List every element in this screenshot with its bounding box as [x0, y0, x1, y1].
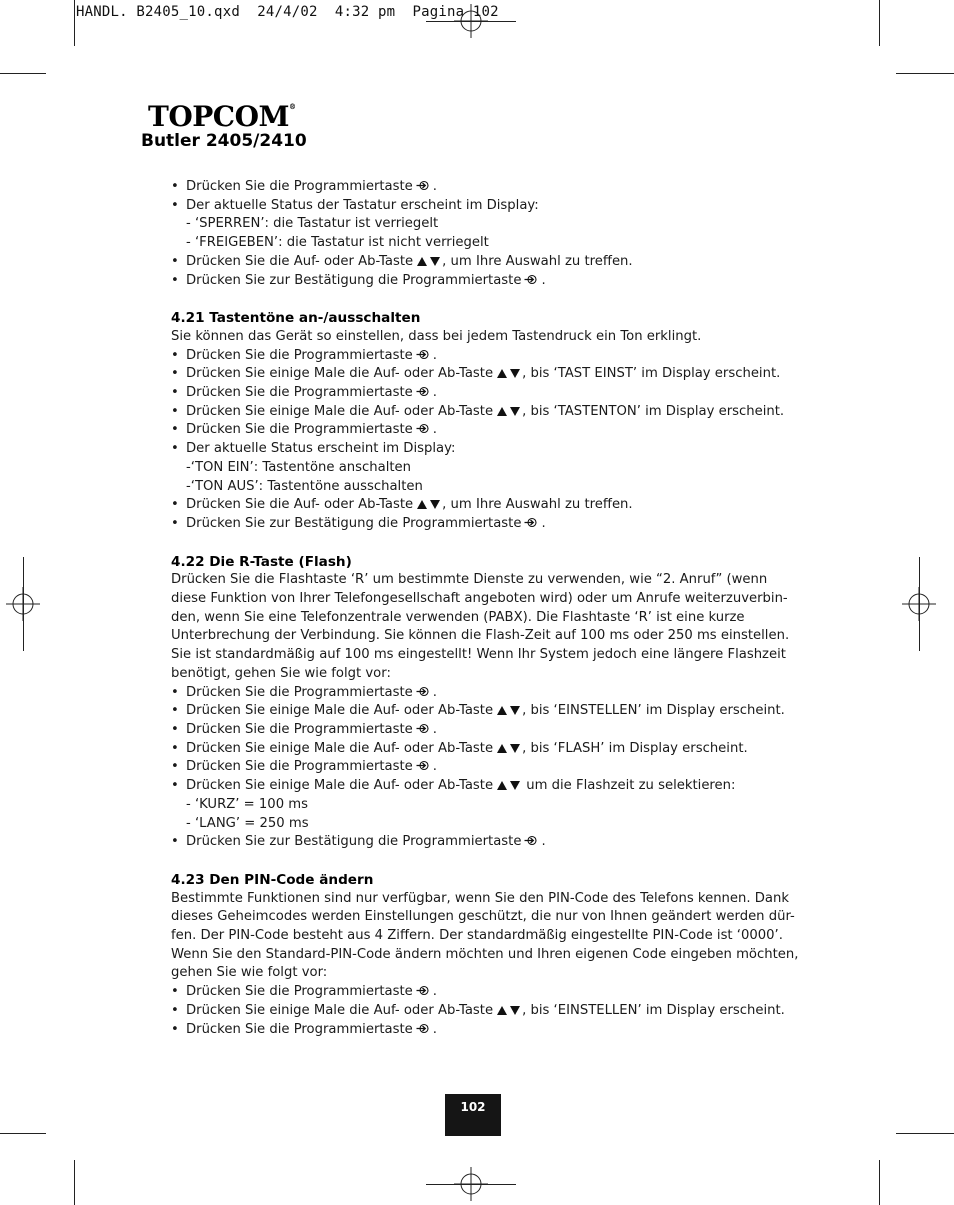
item-text: Drücken Sie die Auf- oder Ab-Taste [186, 497, 414, 513]
crop-mark [896, 1133, 954, 1134]
list-item [171, 702, 791, 721]
item-text: Drücken Sie die Programmiertaste [186, 385, 413, 401]
sub-item [171, 459, 791, 478]
prog-icon [413, 759, 433, 774]
item-suffix: , bis ‘FLASH’ im Display erscheint. [522, 740, 748, 756]
crop-mark [426, 21, 516, 22]
item-suffix: , bis ‘TAST EINST’ im Display erscheint. [522, 366, 781, 382]
paragraph-line: diese Funktion von Ihrer Telefongesellschaft angeboten wird) oder um Anrufe weiterzuverbin- [171, 591, 788, 607]
paragraph-line: Sie ist standardmäßig auf 100 ms eingestellt! Wenn Ihr System jedoch eine längere Flashzeit [171, 647, 786, 663]
paragraph-line: den, wenn Sie eine Telefonzentrale verwenden (PABX). Die Flashtaste ‘R’ ist eine kurze [171, 609, 745, 625]
item-text: Drücken Sie die Programmiertaste [186, 347, 413, 363]
item-text: Drücken Sie die Programmiertaste [186, 721, 413, 737]
section-heading: 4.22 Die R-Taste (Flash) [171, 553, 352, 570]
list-item [171, 440, 791, 459]
item-text: Drücken Sie einige Male die Auf- oder Ab-Taste [186, 778, 494, 794]
list-item [171, 421, 791, 440]
item-text: - ‘SPERREN’: die Tastatur ist verriegelt [186, 216, 439, 232]
list-item [171, 777, 791, 796]
list-item [171, 384, 791, 403]
steps-list [171, 983, 791, 1039]
sub-item [171, 215, 791, 234]
updown-icon [493, 1003, 522, 1018]
crop-mark [23, 557, 24, 651]
item-suffix: . [432, 1021, 437, 1037]
paragraph-line: Drücken Sie die Flashtaste ‘R’ um bestimmte Dienste zu verwenden, wie “2. Anruf” (wenn [171, 572, 768, 588]
paragraph-line: benötigt, gehen Sie wie folgt vor: [171, 665, 391, 681]
prog-icon [413, 422, 433, 437]
item-text: - ‘FREIGEBEN’: die Tastatur ist nicht verriegelt [186, 235, 489, 251]
updown-icon [413, 254, 442, 269]
section-heading: 4.21 Tastentöne an-/ausschalten [171, 310, 421, 327]
item-text: Drücken Sie einige Male die Auf- oder Ab-Taste [186, 1002, 494, 1018]
crop-mark [879, 1160, 880, 1205]
list-item [171, 197, 791, 216]
item-suffix: . [432, 385, 437, 401]
prog-icon [521, 273, 541, 288]
updown-icon [493, 366, 522, 381]
sub-item [171, 234, 791, 253]
crop-mark [879, 0, 880, 46]
item-text: Drücken Sie die Programmiertaste [186, 759, 413, 775]
prog-icon [521, 834, 541, 849]
item-text: Drücken Sie die Auf- oder Ab-Taste [186, 253, 414, 269]
sub-item [171, 796, 791, 815]
updown-icon [413, 497, 442, 512]
item-text: Drücken Sie die Programmiertaste [186, 422, 413, 438]
item-suffix: , um Ihre Auswahl zu treffen. [442, 253, 633, 269]
model-title: Butler 2405/2410 [141, 131, 307, 151]
updown-icon [493, 404, 522, 419]
item-text: Drücken Sie zur Bestätigung die Programmiertaste [186, 834, 522, 850]
item-text: Drücken Sie die Programmiertaste [186, 1021, 413, 1037]
item-suffix: . [432, 759, 437, 775]
crop-mark [0, 1133, 46, 1134]
item-text: - ‘LANG’ = 250 ms [186, 815, 309, 831]
prog-icon [413, 179, 433, 194]
list-item [171, 178, 791, 197]
updown-icon [493, 741, 522, 756]
item-text: Der aktuelle Status der Tastatur erscheint im Display: [186, 197, 539, 213]
prog-icon [413, 1022, 433, 1037]
item-text: Drücken Sie einige Male die Auf- oder Ab-Taste [186, 366, 494, 382]
list-item [171, 365, 791, 384]
steps-list [171, 684, 791, 852]
sub-item [171, 478, 791, 497]
item-suffix: , bis ‘TASTENTON’ im Display erscheint. [522, 403, 785, 419]
prog-icon [413, 385, 433, 400]
item-text: Drücken Sie zur Bestätigung die Programmiertaste [186, 515, 522, 531]
list-item [171, 740, 791, 759]
updown-icon [493, 778, 522, 793]
section-paragraph: Sie können das Gerät so einstellen, dass bei jedem Tastendruck ein Ton erklingt. [171, 328, 702, 344]
item-suffix: . [432, 422, 437, 438]
paragraph-line: Bestimmte Funktionen sind nur verfügbar, wenn Sie den PIN-Code des Telefons kennen. Dank [171, 890, 789, 906]
crop-mark [919, 557, 920, 651]
item-suffix: . [432, 984, 437, 1000]
item-text: Drücken Sie die Programmiertaste [186, 179, 413, 194]
list-item [171, 833, 791, 852]
item-suffix: . [432, 347, 437, 363]
item-text: - ‘KURZ’ = 100 ms [186, 796, 308, 812]
prog-icon [413, 722, 433, 737]
list-item [171, 758, 791, 777]
section-paragraph [171, 571, 791, 683]
list-item [171, 272, 791, 291]
prog-icon [521, 516, 541, 531]
item-text: -‘TON EIN’: Tastentöne anschalten [186, 459, 412, 475]
item-text: Drücken Sie einige Male die Auf- oder Ab-Taste [186, 703, 494, 719]
prog-icon [413, 685, 433, 700]
item-suffix: . [541, 272, 546, 288]
list-item [171, 1021, 791, 1040]
crop-mark [74, 0, 75, 46]
item-suffix: , bis ‘EINSTELLEN’ im Display erscheint. [522, 1002, 785, 1018]
list-item [171, 496, 791, 515]
paragraph-line: Wenn Sie den Standard-PIN-Code ändern möchten und Ihren eigenen Code eingeben möchten, [171, 946, 799, 962]
paragraph-line: dieses Geheimcodes werden Einstellungen geschützt, die nur von Ihnen geändert werden dür- [171, 909, 795, 925]
section-paragraph [171, 890, 799, 984]
intro-list [171, 178, 791, 290]
manual-content [171, 178, 799, 1039]
paragraph-line: gehen Sie wie folgt vor: [171, 965, 328, 981]
item-text: Drücken Sie die Programmiertaste [186, 984, 413, 1000]
crop-mark [896, 73, 954, 74]
item-suffix: , bis ‘EINSTELLEN’ im Display erscheint. [522, 703, 785, 719]
paragraph-line: fen. Der PIN-Code besteht aus 4 Ziffern. Der standardmäßig eingestellte PIN-Code ist ‘0000’. [171, 928, 783, 944]
list-item [171, 983, 791, 1002]
print-slug: HANDL. B2405_10.qxd 24/4/02 4:32 pm Pagina 102 [76, 4, 499, 20]
prog-icon [413, 348, 433, 363]
item-text: Der aktuelle Status erscheint im Display: [186, 441, 456, 457]
item-text: -‘TON AUS’: Tastentöne ausschalten [186, 478, 423, 494]
list-item [171, 684, 791, 703]
list-item [171, 347, 791, 366]
list-item [171, 1002, 791, 1021]
list-item [171, 403, 791, 422]
item-text: Drücken Sie die Programmiertaste [186, 684, 413, 700]
sub-item [171, 815, 791, 834]
list-item [171, 515, 791, 534]
item-suffix: , um Ihre Auswahl zu treffen. [442, 497, 633, 513]
paragraph-line: Unterbrechung der Verbindung. Sie können die Flash-Zeit auf 100 ms oder 250 ms einstellen. [171, 628, 790, 644]
prog-icon [413, 984, 433, 999]
crop-mark [74, 1160, 75, 1205]
section-heading: 4.23 Den PIN-Code ändern [171, 871, 374, 888]
item-suffix: um die Flashzeit zu selektieren: [522, 778, 736, 794]
steps-list [171, 347, 791, 534]
list-item [171, 721, 791, 740]
item-text: Drücken Sie einige Male die Auf- oder Ab-Taste [186, 403, 494, 419]
item-suffix: . [432, 684, 437, 700]
item-suffix: . [432, 179, 437, 194]
item-suffix: . [541, 834, 546, 850]
page-number: 102 [445, 1094, 501, 1136]
crop-mark [0, 73, 46, 74]
list-item [171, 253, 791, 272]
item-text: Drücken Sie einige Male die Auf- oder Ab-Taste [186, 740, 494, 756]
item-text: Drücken Sie zur Bestätigung die Programmiertaste [186, 272, 522, 288]
updown-icon [493, 703, 522, 718]
item-suffix: . [432, 721, 437, 737]
item-suffix: . [541, 515, 546, 531]
crop-mark [426, 1184, 516, 1185]
brand-logo: TOPCOM® [148, 100, 296, 133]
